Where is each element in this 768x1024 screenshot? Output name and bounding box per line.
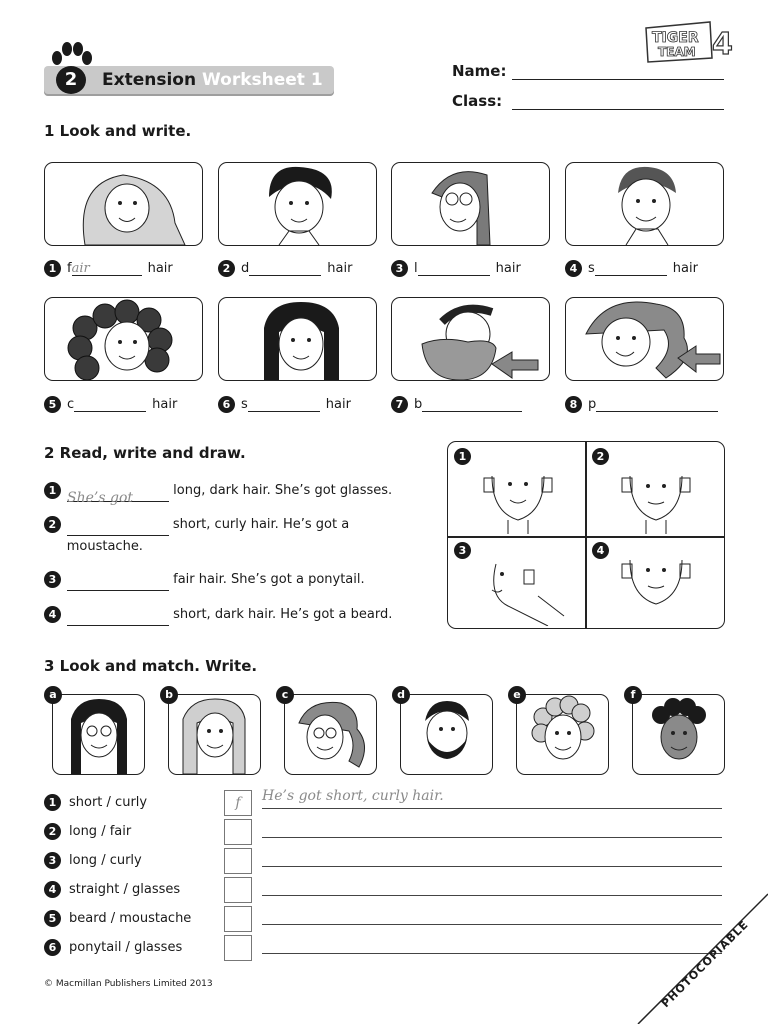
s1-item-8-answer-field[interactable] [596,397,718,412]
match-row-2-label: long / fair [69,824,132,839]
match-letter-b: b [160,686,178,704]
s1-item-7-number: 7 [391,396,408,413]
s2-item-2-text: short, curly hair. He’s got a moustache. [66,517,350,554]
s2-item-1-answer-field[interactable]: She’s got [67,487,169,502]
match-row-4 [44,881,194,898]
picture-6-straight-hair [218,297,377,381]
s2-item-2 [44,514,424,558]
match-row-2-answer-line[interactable] [262,837,722,838]
match-row-3-letter-box[interactable] [224,848,252,874]
face-outline-2 [616,462,696,534]
s1-item-7 [391,396,522,413]
match-letter-a: a [44,686,62,704]
grid-number-3: 3 [454,542,471,559]
s1-item-3-number: 3 [391,260,408,277]
match-row-2-number: 2 [44,823,61,840]
grid-divider-horizontal [448,536,724,538]
s2-item-1 [44,480,424,506]
s1-item-6-suffix: hair [325,397,351,412]
worksheet-title [102,70,323,90]
copyright-text: © Macmillan Publishers Limited 2013 [44,979,213,989]
s2-item-3-answer-field[interactable] [67,576,169,591]
s1-item-5-answer-field[interactable] [74,397,146,412]
match-row-6-label: ponytail / glasses [69,940,183,955]
s1-item-7-answer-field[interactable] [422,397,522,412]
title-extension: Extension [102,70,197,90]
grid-divider-vertical [585,442,587,628]
match-row-5-label: beard / moustache [69,911,192,926]
match-row-4-label: straight / glasses [69,882,181,897]
name-label: Name: [452,62,507,80]
match-letter-c: c [276,686,294,704]
s1-item-6 [218,396,351,413]
match-picture-a [52,694,145,775]
s1-item-5-prefix: c [67,397,75,412]
match-row-2 [44,823,194,840]
s1-item-4-answer-field[interactable] [595,261,667,276]
match-row-6-number: 6 [44,939,61,956]
face-outline-4 [616,556,696,616]
grid-number-1: 1 [454,448,471,465]
s1-item-6-prefix: s [241,397,248,412]
match-row-1-answer-line[interactable]: He’s got short, curly hair. [262,788,722,809]
s2-item-3 [44,569,424,591]
match-row-1-label: short / curly [69,795,148,810]
match-letter-f: f [624,686,642,704]
section-3-title: 3 Look and match. Write. [44,657,258,675]
match-picture-c [284,694,377,775]
title-worksheet: Worksheet 1 [202,70,323,90]
match-letter-d: d [392,686,410,704]
s2-item-4-answer-field[interactable] [67,611,169,626]
picture-7-beard [391,297,550,381]
match-picture-e [516,694,609,775]
s2-item-3-text: fair hair. She’s got a ponytail. [173,572,365,587]
s2-item-3-number: 3 [44,571,61,588]
s1-item-2-suffix: hair [327,261,353,276]
face-outline-1 [478,462,558,534]
match-row-3-answer-line[interactable] [262,866,722,867]
s2-item-1-number: 1 [44,482,61,499]
grid-number-4: 4 [592,542,609,559]
match-picture-d [400,694,493,775]
s1-item-4-suffix: hair [672,261,698,276]
s1-item-8-prefix: p [588,397,597,412]
name-field[interactable] [512,79,724,80]
s2-item-4 [44,604,424,626]
s1-item-6-answer-field[interactable] [248,397,320,412]
match-row-1 [44,794,194,811]
match-row-4-number: 4 [44,881,61,898]
section-1-title: 1 Look and write. [44,122,192,140]
face-outline-3 [478,556,578,626]
s1-item-5 [44,396,177,413]
s1-item-4 [565,260,698,277]
s1-item-3-suffix: hair [495,261,521,276]
picture-4-short-hair [565,162,724,246]
match-row-3-label: long / curly [69,853,142,868]
s1-item-8 [565,396,718,413]
match-row-1-number: 1 [44,794,61,811]
s1-item-3-answer-field[interactable] [418,261,490,276]
s1-item-5-number: 5 [44,396,61,413]
match-row-5-letter-box[interactable] [224,906,252,932]
picture-5-curly-hair [44,297,203,381]
s1-item-2-answer-field[interactable] [249,261,321,276]
s1-item-1 [44,260,173,277]
photocopiable-corner [628,890,768,1024]
s2-item-4-text: short, dark hair. He’s got a beard. [173,607,393,622]
section-2-title: 2 Read, write and draw. [44,444,246,462]
match-picture-f [632,694,725,775]
s1-item-1-suffix: hair [147,261,173,276]
photocopiable-label: PHOTOCOPIABLE [658,917,752,1011]
s1-item-2-number: 2 [218,260,235,277]
s1-item-3-prefix: l [414,261,418,276]
match-row-6 [44,939,194,956]
s1-item-2 [218,260,352,277]
drawing-grid[interactable] [447,441,725,629]
match-row-1-letter-box[interactable]: f [224,790,252,816]
s1-item-4-prefix: s [588,261,595,276]
match-letter-e: e [508,686,526,704]
s2-item-4-number: 4 [44,606,61,623]
s1-item-6-number: 6 [218,396,235,413]
s1-item-1-answer-field[interactable]: air [72,261,142,276]
s1-item-3 [391,260,521,277]
logo-level: 4 [712,27,733,62]
s1-item-1-number: 1 [44,260,61,277]
s1-item-5-suffix: hair [152,397,178,412]
grid-number-2: 2 [592,448,609,465]
picture-8-ponytail [565,297,724,381]
match-row-5-number: 5 [44,910,61,927]
picture-1-fair-hair [44,162,203,246]
s2-item-2-number: 2 [44,516,61,533]
class-field[interactable] [512,109,724,110]
picture-3-long-hair [391,162,550,246]
match-row-6-letter-box[interactable] [224,935,252,961]
match-row-2-letter-box[interactable] [224,819,252,845]
tiger-team-logo [640,18,736,66]
s2-item-1-text: long, dark hair. She’s got glasses. [173,483,393,498]
s2-item-2-answer-field[interactable] [67,521,169,536]
s1-item-8-number: 8 [565,396,582,413]
logo-text-team: TEAM [658,45,696,59]
match-row-4-letter-box[interactable] [224,877,252,903]
logo-text-tiger: TIGER [652,30,699,46]
s1-item-2-prefix: d [241,261,250,276]
match-row-3 [44,852,194,869]
match-picture-b [168,694,261,775]
s1-item-1-prefix: f [67,261,72,276]
class-label: Class: [452,92,503,110]
s1-item-7-prefix: b [414,397,423,412]
s1-item-4-number: 4 [565,260,582,277]
picture-2-dark-hair [218,162,377,246]
unit-number-badge: 2 [56,66,86,94]
match-row-3-number: 3 [44,852,61,869]
match-row-5 [44,910,194,927]
